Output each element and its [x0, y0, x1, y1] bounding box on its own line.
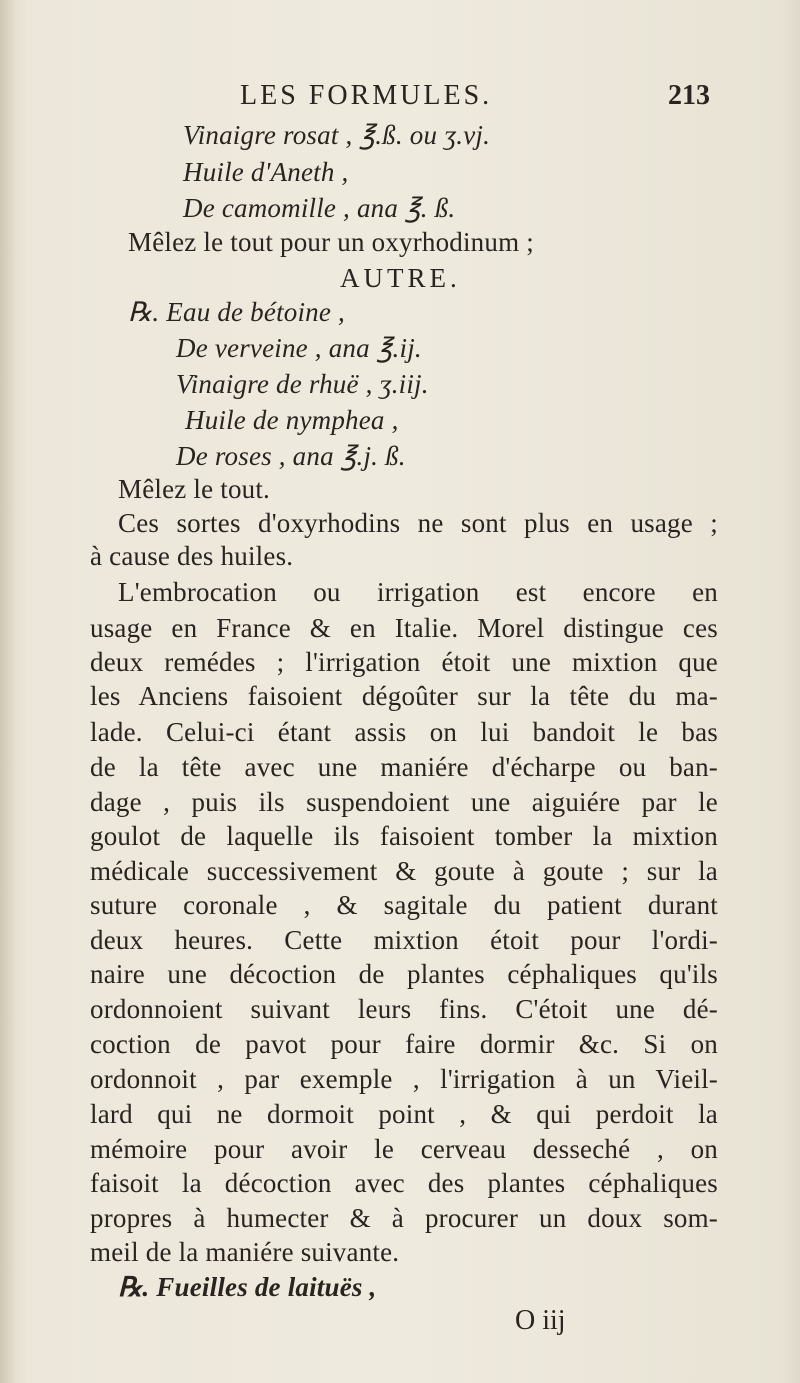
body-line: suture coronale , & sagitale du patient durant — [90, 890, 718, 920]
instruction-line: Mêlez le tout. — [118, 474, 270, 504]
body-line: L'embrocation ou irrigation est encore en — [118, 577, 718, 607]
body-line: propres à humecter & à procurer un doux som- — [90, 1203, 718, 1233]
body-line: lard qui ne dormoit point , & qui perdoit la — [90, 1099, 718, 1129]
body-line: médicale successivement & goute à goute ; sur la — [90, 856, 718, 886]
body-line: deux remédes ; l'irrigation étoit une mixtion que — [90, 647, 718, 677]
recipe-line: Vinaigre de rhuë , ʒ.iij. — [176, 369, 429, 399]
body-line: goulot de laquelle ils faisoient tomber la mixtion — [90, 821, 718, 851]
page-number: 213 — [668, 80, 710, 111]
body-line: mémoire pour avoir le cerveau desseché , on — [90, 1134, 718, 1164]
body-line: faisoit la décoction avec des plantes céphaliques — [90, 1168, 718, 1198]
signature-mark: O iij — [515, 1305, 566, 1336]
body-line: ordonnoit , par exemple , l'irrigation à un Vieil- — [90, 1064, 718, 1094]
body-line: dage , puis ils suspendoient une aiguiére par le — [90, 787, 718, 817]
recipe-line: ℞. Eau de bétoine , — [128, 297, 345, 327]
recipe-line: Vinaigre rosat , ℥.ß. ou ʒ.vj. — [183, 120, 491, 150]
body-line: à cause des huiles. — [90, 541, 294, 571]
recipe-line: De verveine , ana ℥.ij. — [176, 333, 422, 363]
recipe-line: Huile d'Aneth , — [183, 157, 349, 187]
body-line: usage en France & en Italie. Morel distingue ces — [90, 613, 718, 643]
body-line: naire une décoction de plantes céphaliques qu'ils — [90, 959, 718, 989]
recipe-line: De camomille , ana ℥. ß. — [183, 193, 456, 223]
section-heading: AUTRE. — [340, 263, 461, 293]
instruction-line: Mêlez le tout pour un oxyrhodinum ; — [128, 227, 534, 257]
body-line: Ces sortes d'oxyrhodins ne sont plus en usage ; — [118, 508, 718, 538]
body-line: coction de pavot pour faire dormir &c. Si on — [90, 1029, 718, 1059]
recipe-line: Huile de nymphea , — [185, 405, 399, 435]
page-gutter — [0, 0, 14, 1383]
recipe-line: ℞. Fueilles de laituës , — [118, 1272, 377, 1302]
body-line: ordonnoient suivant leurs fins. C'étoit une dé- — [90, 994, 718, 1024]
recipe-line: De roses , ana ℥.j. ß. — [176, 441, 406, 471]
body-line: de la tête avec une maniére d'écharpe ou ban- — [90, 752, 718, 782]
body-line: les Anciens faisoient dégoûter sur la tête du ma- — [90, 681, 718, 711]
body-line: lade. Celui-ci étant assis on lui bandoit le bas — [90, 717, 718, 747]
body-line: meil de la maniére suivante. — [90, 1237, 400, 1267]
body-line: deux heures. Cette mixtion étoit pour l'ordi- — [90, 925, 718, 955]
running-header: LES FORMULES. — [240, 80, 493, 111]
